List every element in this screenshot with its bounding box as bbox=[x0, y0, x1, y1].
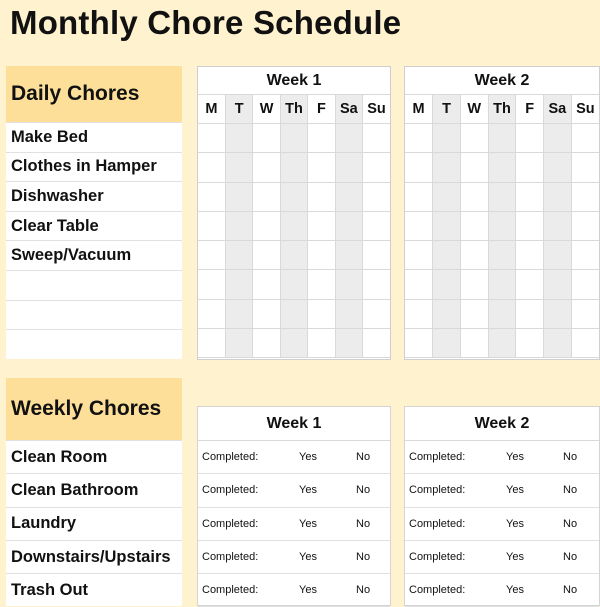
day-cell[interactable] bbox=[460, 329, 488, 358]
day-cell[interactable] bbox=[335, 329, 362, 358]
grid-row bbox=[405, 241, 599, 270]
day-cell[interactable] bbox=[516, 270, 544, 299]
completed-label: Completed: bbox=[409, 484, 466, 497]
daily-week2-grid bbox=[404, 66, 600, 360]
grid-row bbox=[198, 329, 390, 358]
weekly-week1-title: Week 1 bbox=[198, 407, 390, 441]
day-header: T bbox=[433, 95, 461, 124]
grid-row bbox=[198, 270, 390, 299]
daily-chores-heading: Daily Chores bbox=[6, 66, 182, 122]
completed-label: Completed: bbox=[409, 517, 466, 530]
day-cell[interactable] bbox=[460, 153, 488, 182]
yes-option[interactable]: Yes bbox=[299, 584, 317, 597]
completed-label: Completed: bbox=[202, 484, 259, 497]
day-cell[interactable] bbox=[516, 124, 544, 153]
completion-row bbox=[198, 574, 390, 607]
daily-chore-row: Sweep/Vacuum bbox=[6, 240, 182, 270]
day-cell[interactable] bbox=[363, 329, 390, 358]
grid-row bbox=[405, 211, 599, 240]
day-cell[interactable] bbox=[405, 124, 433, 153]
day-cell[interactable] bbox=[571, 182, 599, 211]
day-cell[interactable] bbox=[308, 124, 335, 153]
completion-row bbox=[405, 441, 599, 474]
day-cell[interactable] bbox=[460, 124, 488, 153]
daily-chores-list bbox=[6, 66, 182, 359]
day-cell[interactable] bbox=[544, 182, 572, 211]
day-cell[interactable] bbox=[571, 299, 599, 328]
grid-row bbox=[405, 182, 599, 211]
day-header-row bbox=[198, 95, 390, 124]
grid-row bbox=[198, 241, 390, 270]
day-cell[interactable] bbox=[516, 182, 544, 211]
day-cell[interactable] bbox=[516, 241, 544, 270]
day-cell[interactable] bbox=[571, 241, 599, 270]
grid-row bbox=[198, 124, 390, 153]
weekly-week1-table bbox=[197, 406, 391, 606]
grid-row bbox=[198, 299, 390, 328]
day-cell[interactable] bbox=[308, 270, 335, 299]
day-cell[interactable] bbox=[460, 211, 488, 240]
day-cell[interactable] bbox=[460, 241, 488, 270]
day-cell[interactable] bbox=[308, 299, 335, 328]
day-cell[interactable] bbox=[460, 299, 488, 328]
day-cell[interactable] bbox=[280, 270, 307, 299]
day-cell[interactable] bbox=[405, 182, 433, 211]
day-cell[interactable] bbox=[405, 329, 433, 358]
day-cell[interactable] bbox=[225, 211, 252, 240]
day-header: W bbox=[460, 95, 488, 124]
day-cell[interactable] bbox=[225, 329, 252, 358]
no-option[interactable]: No bbox=[563, 584, 578, 597]
day-cell[interactable] bbox=[544, 270, 572, 299]
daily-week2-table bbox=[405, 95, 599, 358]
day-cell[interactable] bbox=[198, 153, 225, 182]
day-cell[interactable] bbox=[433, 299, 461, 328]
day-cell[interactable] bbox=[544, 241, 572, 270]
weekly-chore-row: Laundry bbox=[6, 507, 182, 540]
day-cell[interactable] bbox=[405, 153, 433, 182]
day-cell[interactable] bbox=[433, 182, 461, 211]
no-option[interactable]: No bbox=[563, 551, 578, 564]
day-cell[interactable] bbox=[225, 124, 252, 153]
day-cell[interactable] bbox=[253, 124, 280, 153]
daily-chore-row bbox=[6, 270, 182, 300]
yes-option[interactable]: Yes bbox=[506, 484, 524, 497]
day-header: Th bbox=[488, 95, 516, 124]
day-header: F bbox=[308, 95, 335, 124]
day-cell[interactable] bbox=[460, 182, 488, 211]
daily-week1-grid bbox=[197, 66, 391, 360]
day-cell[interactable] bbox=[363, 299, 390, 328]
day-cell[interactable] bbox=[198, 211, 225, 240]
day-cell[interactable] bbox=[253, 182, 280, 211]
day-cell[interactable] bbox=[335, 299, 362, 328]
day-cell[interactable] bbox=[544, 329, 572, 358]
day-cell[interactable] bbox=[280, 153, 307, 182]
day-cell[interactable] bbox=[363, 182, 390, 211]
day-header: W bbox=[253, 95, 280, 124]
day-cell[interactable] bbox=[335, 182, 362, 211]
day-cell[interactable] bbox=[335, 124, 362, 153]
day-cell[interactable] bbox=[516, 153, 544, 182]
no-option[interactable]: No bbox=[563, 517, 578, 530]
day-cell[interactable] bbox=[516, 329, 544, 358]
day-cell[interactable] bbox=[280, 182, 307, 211]
day-cell[interactable] bbox=[198, 241, 225, 270]
day-header: Sa bbox=[544, 95, 572, 124]
weekly-chore-row: Downstairs/Upstairs bbox=[6, 540, 182, 573]
day-cell[interactable] bbox=[308, 153, 335, 182]
day-cell[interactable] bbox=[280, 299, 307, 328]
daily-chore-row bbox=[6, 329, 182, 359]
day-cell[interactable] bbox=[488, 270, 516, 299]
day-cell[interactable] bbox=[225, 153, 252, 182]
completion-row bbox=[405, 574, 599, 607]
grid-row bbox=[405, 329, 599, 358]
yes-option[interactable]: Yes bbox=[299, 517, 317, 530]
day-header: Su bbox=[571, 95, 599, 124]
day-cell[interactable] bbox=[433, 329, 461, 358]
day-cell[interactable] bbox=[253, 153, 280, 182]
day-cell[interactable] bbox=[488, 182, 516, 211]
daily-chore-row: Make Bed bbox=[6, 122, 182, 152]
daily-chore-row: Clear Table bbox=[6, 211, 182, 241]
completed-label: Completed: bbox=[202, 517, 259, 530]
daily-chore-row: Clothes in Hamper bbox=[6, 152, 182, 182]
day-cell[interactable] bbox=[405, 211, 433, 240]
day-cell[interactable] bbox=[488, 329, 516, 358]
day-cell[interactable] bbox=[198, 299, 225, 328]
day-cell[interactable] bbox=[433, 124, 461, 153]
day-cell[interactable] bbox=[253, 329, 280, 358]
day-cell[interactable] bbox=[225, 299, 252, 328]
day-cell[interactable] bbox=[308, 329, 335, 358]
day-cell[interactable] bbox=[433, 241, 461, 270]
completed-label: Completed: bbox=[202, 584, 259, 597]
day-cell[interactable] bbox=[280, 241, 307, 270]
day-cell[interactable] bbox=[460, 270, 488, 299]
day-cell[interactable] bbox=[335, 241, 362, 270]
day-cell[interactable] bbox=[405, 241, 433, 270]
no-option[interactable]: No bbox=[356, 517, 371, 530]
day-cell[interactable] bbox=[516, 299, 544, 328]
daily-week1-table bbox=[198, 95, 390, 358]
completed-label: Completed: bbox=[202, 551, 259, 564]
grid-row bbox=[405, 153, 599, 182]
no-option[interactable]: No bbox=[563, 451, 578, 464]
day-cell[interactable] bbox=[516, 211, 544, 240]
completion-row bbox=[198, 441, 390, 474]
page-title: Monthly Chore Schedule bbox=[10, 4, 402, 41]
grid-row bbox=[198, 153, 390, 182]
completion-row bbox=[405, 541, 599, 574]
day-cell[interactable] bbox=[488, 299, 516, 328]
day-cell[interactable] bbox=[488, 153, 516, 182]
day-cell[interactable] bbox=[253, 270, 280, 299]
day-cell[interactable] bbox=[363, 211, 390, 240]
day-cell[interactable] bbox=[198, 182, 225, 211]
no-option[interactable]: No bbox=[563, 484, 578, 497]
completion-row bbox=[198, 541, 390, 574]
daily-week2-title: Week 2 bbox=[405, 67, 599, 95]
daily-chore-row: Dishwasher bbox=[6, 181, 182, 211]
no-option[interactable]: No bbox=[356, 484, 371, 497]
day-header: Su bbox=[363, 95, 390, 124]
day-cell[interactable] bbox=[198, 124, 225, 153]
day-header-row bbox=[405, 95, 599, 124]
day-cell[interactable] bbox=[433, 211, 461, 240]
day-cell[interactable] bbox=[198, 329, 225, 358]
day-cell[interactable] bbox=[571, 124, 599, 153]
day-cell[interactable] bbox=[571, 270, 599, 299]
day-cell[interactable] bbox=[571, 211, 599, 240]
completion-row bbox=[198, 474, 390, 507]
day-cell[interactable] bbox=[405, 299, 433, 328]
completed-label: Completed: bbox=[202, 451, 259, 464]
completion-row bbox=[198, 508, 390, 541]
day-cell[interactable] bbox=[544, 153, 572, 182]
day-cell[interactable] bbox=[405, 270, 433, 299]
day-cell[interactable] bbox=[335, 270, 362, 299]
weekly-week2-title: Week 2 bbox=[405, 407, 599, 441]
day-cell[interactable] bbox=[488, 124, 516, 153]
weekly-chore-row: Clean Bathroom bbox=[6, 473, 182, 506]
weekly-chores-list bbox=[6, 378, 182, 606]
weekly-chore-row: Trash Out bbox=[6, 573, 182, 606]
grid-row bbox=[405, 299, 599, 328]
day-cell[interactable] bbox=[253, 211, 280, 240]
daily-week1-title: Week 1 bbox=[198, 67, 390, 95]
day-cell[interactable] bbox=[308, 211, 335, 240]
day-cell[interactable] bbox=[280, 329, 307, 358]
day-header: Sa bbox=[335, 95, 362, 124]
day-cell[interactable] bbox=[253, 299, 280, 328]
yes-option[interactable]: Yes bbox=[299, 484, 317, 497]
day-cell[interactable] bbox=[433, 153, 461, 182]
yes-option[interactable]: Yes bbox=[299, 451, 317, 464]
day-cell[interactable] bbox=[225, 270, 252, 299]
day-cell[interactable] bbox=[363, 270, 390, 299]
day-header: F bbox=[516, 95, 544, 124]
weekly-week2-table bbox=[404, 406, 600, 606]
completed-label: Completed: bbox=[409, 451, 466, 464]
weekly-chores-heading: Weekly Chores bbox=[6, 378, 182, 440]
yes-option[interactable]: Yes bbox=[506, 584, 524, 597]
day-cell[interactable] bbox=[225, 241, 252, 270]
day-cell[interactable] bbox=[488, 241, 516, 270]
day-cell[interactable] bbox=[544, 299, 572, 328]
completion-row bbox=[405, 508, 599, 541]
day-cell[interactable] bbox=[433, 270, 461, 299]
day-cell[interactable] bbox=[488, 211, 516, 240]
day-cell[interactable] bbox=[308, 182, 335, 211]
day-cell[interactable] bbox=[544, 211, 572, 240]
day-cell[interactable] bbox=[198, 270, 225, 299]
day-cell[interactable] bbox=[335, 211, 362, 240]
day-cell[interactable] bbox=[308, 241, 335, 270]
yes-option[interactable]: Yes bbox=[506, 517, 524, 530]
weekly-chore-row: Clean Room bbox=[6, 440, 182, 473]
day-cell[interactable] bbox=[363, 153, 390, 182]
day-cell[interactable] bbox=[225, 182, 252, 211]
yes-option[interactable]: Yes bbox=[506, 551, 524, 564]
day-cell[interactable] bbox=[363, 124, 390, 153]
day-cell[interactable] bbox=[280, 211, 307, 240]
completed-label: Completed: bbox=[409, 551, 466, 564]
completed-label: Completed: bbox=[409, 584, 466, 597]
no-option[interactable]: No bbox=[356, 551, 371, 564]
day-cell[interactable] bbox=[363, 241, 390, 270]
day-header: M bbox=[198, 95, 225, 124]
grid-row bbox=[405, 270, 599, 299]
day-cell[interactable] bbox=[571, 329, 599, 358]
yes-option[interactable]: Yes bbox=[506, 451, 524, 464]
day-header: Th bbox=[280, 95, 307, 124]
grid-row bbox=[198, 211, 390, 240]
day-cell[interactable] bbox=[571, 153, 599, 182]
day-header: M bbox=[405, 95, 433, 124]
completion-row bbox=[405, 474, 599, 507]
daily-chore-row bbox=[6, 300, 182, 330]
yes-option[interactable]: Yes bbox=[299, 551, 317, 564]
no-option[interactable]: No bbox=[356, 451, 371, 464]
day-cell[interactable] bbox=[253, 241, 280, 270]
no-option[interactable]: No bbox=[356, 584, 371, 597]
day-cell[interactable] bbox=[280, 124, 307, 153]
grid-row bbox=[405, 124, 599, 153]
day-header: T bbox=[225, 95, 252, 124]
grid-row bbox=[198, 182, 390, 211]
day-cell[interactable] bbox=[544, 124, 572, 153]
day-cell[interactable] bbox=[335, 153, 362, 182]
